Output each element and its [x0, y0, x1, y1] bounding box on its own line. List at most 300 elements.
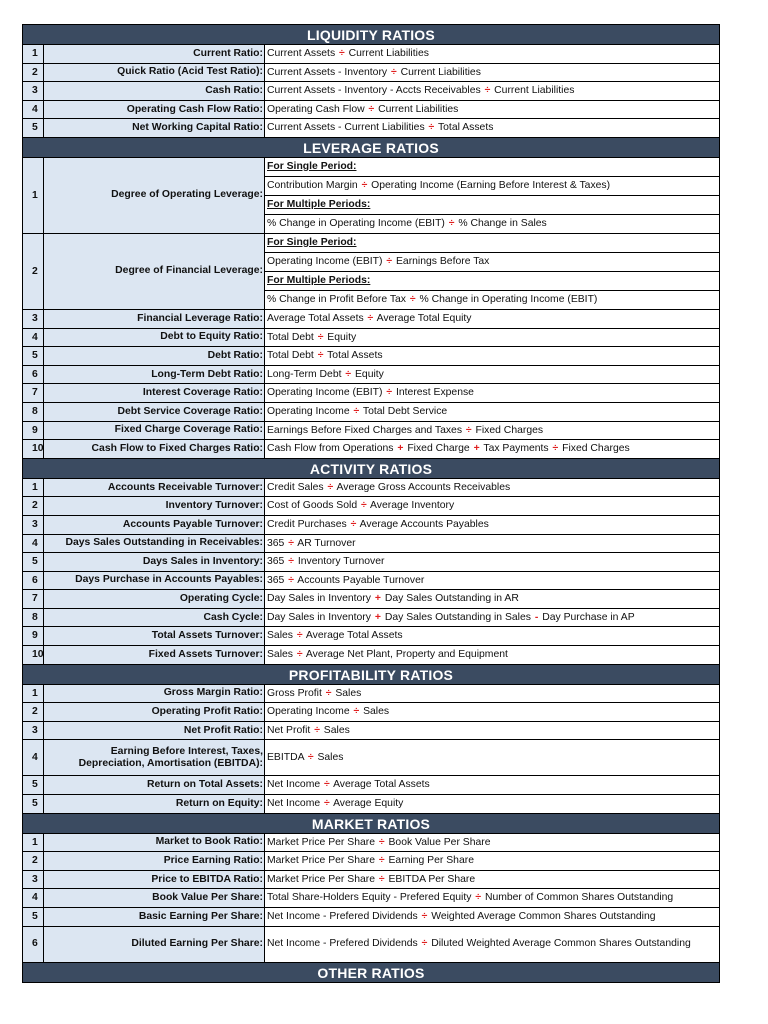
ratio-name — [44, 703, 265, 721]
formula-term: Earnings Before Fixed Charges and Taxes — [267, 424, 463, 436]
formula-term: Total Debt — [267, 331, 314, 343]
ratio-name-text: Cash Ratio: — [205, 84, 263, 96]
formula-cell — [265, 740, 719, 775]
row-number: 6 — [23, 927, 44, 962]
formula-term: Net Income — [267, 798, 321, 810]
formula-cell — [265, 479, 719, 497]
table-row — [22, 310, 720, 329]
operator-symbol: ÷ — [391, 66, 397, 78]
formula-term: Total Debt Service — [362, 405, 448, 417]
formula-text — [267, 443, 630, 454]
table-row — [22, 590, 720, 609]
operator-symbol: ÷ — [296, 649, 303, 661]
operator-symbol: ÷ — [421, 938, 428, 950]
ratio-name-text: Interest Coverage Ratio: — [142, 387, 263, 399]
formula-text — [267, 104, 458, 115]
ratio-name — [44, 795, 265, 813]
row-number: 6 — [23, 366, 44, 384]
formula-term: Current Assets — [267, 48, 336, 59]
formula-subheading — [265, 234, 719, 253]
table-row — [22, 703, 720, 722]
row-number: 1 — [23, 685, 44, 703]
section-header: PROFITABILITY RATIOS — [22, 665, 720, 685]
formula-term: Average Inventory — [370, 500, 455, 512]
row-number: 3 — [23, 516, 44, 534]
operator-symbol: ÷ — [448, 217, 455, 229]
formula-text — [267, 350, 383, 361]
formula-text — [267, 500, 454, 511]
operator-symbol: ÷ — [428, 122, 435, 134]
ratio-name-text: Basic Earning Per Share: — [138, 910, 263, 922]
ratio-name-text: Degree of Operating Leverage: — [111, 189, 263, 201]
operator-symbol: ÷ — [324, 798, 330, 810]
ratio-name-text: Inventory Turnover: — [165, 500, 263, 512]
ratio-name-text: Operating Profit Ratio: — [151, 706, 263, 718]
table-row — [22, 479, 720, 498]
formula-term: Credit Purchases — [267, 518, 347, 530]
row-number: 5 — [23, 795, 44, 813]
formula-cell — [265, 685, 719, 703]
ratio-name-text: Accounts Receivable Turnover: — [107, 481, 263, 493]
formula-cell — [265, 310, 719, 328]
formula-term: 365 — [267, 556, 285, 568]
operator-symbol: ÷ — [386, 387, 393, 399]
row-number: 4 — [23, 740, 44, 775]
period-heading: For Single Period: — [267, 160, 357, 172]
table-row — [22, 384, 720, 403]
formula-cell — [265, 703, 719, 721]
ratio-name — [44, 479, 265, 497]
formula-term: Fixed Charge — [407, 443, 470, 455]
operator-symbol: ÷ — [327, 481, 334, 493]
operator-symbol: ÷ — [339, 48, 345, 59]
ratio-name-text: Net Profit Ratio: — [183, 724, 263, 736]
formula-term: Total Share-Holders Equity - Prefered Equity — [267, 892, 472, 904]
formula-term: Sales — [267, 649, 293, 661]
formula-cell — [265, 553, 719, 571]
operator-symbol: ÷ — [421, 911, 428, 922]
formula-cell — [265, 795, 719, 813]
formula-cell — [265, 234, 719, 309]
formula-cell — [265, 535, 719, 553]
section-header: ACTIVITY RATIOS — [22, 459, 720, 479]
formula-term: Operating Cash Flow — [267, 103, 365, 115]
row-number: 3 — [23, 722, 44, 740]
formula-text — [267, 649, 508, 660]
formula-term: EBITDA — [267, 752, 304, 764]
table-row — [22, 553, 720, 572]
formula-term: Current Liabilities — [400, 66, 481, 78]
ratio-name — [44, 119, 265, 137]
ratio-name-text: Long-Term Debt Ratio: — [151, 368, 263, 380]
formula-term: Sales — [267, 630, 293, 642]
ratio-name — [44, 516, 265, 534]
formula-cell — [265, 64, 719, 82]
operator-symbol: ÷ — [288, 556, 294, 568]
formula-term: Diluted Weighted Average Common Shares Outstanding — [431, 938, 691, 950]
formula-term: Sales — [363, 706, 390, 718]
formula-term: Market Price Per Share — [267, 836, 375, 848]
row-number: 10 — [23, 440, 44, 458]
ratio-name-text: Fixed Assets Turnover: — [148, 648, 263, 660]
ratio-name-text: Diluted Earning Per Share: — [131, 938, 263, 950]
formula-text — [267, 519, 489, 530]
ratio-name-text: Price Earning Ratio: — [163, 855, 263, 867]
formula-term: Long-Term Debt — [267, 368, 342, 380]
table-row — [22, 366, 720, 385]
operator-symbol: ÷ — [409, 293, 416, 305]
operator-symbol: ÷ — [378, 873, 385, 885]
ratio-name-lines — [79, 746, 263, 770]
ratio-name — [44, 908, 265, 926]
row-number: 5 — [23, 908, 44, 926]
formula-term: Contribution Margin — [267, 179, 358, 191]
formula-text — [267, 122, 493, 133]
table-row — [22, 535, 720, 554]
ratio-name — [44, 590, 265, 608]
formula-term: Sales — [323, 724, 350, 736]
formula-term: Day Sales in Inventory — [267, 593, 371, 605]
formula-cell — [265, 366, 719, 384]
formula-cell — [265, 646, 719, 664]
formula-cell — [265, 889, 719, 907]
ratio-name-text: Days Purchase in Accounts Payables: — [75, 574, 263, 586]
formula-text — [267, 938, 691, 950]
ratio-name-text: Operating Cycle: — [179, 593, 263, 605]
table-row — [22, 889, 720, 908]
ratio-name-text: Book Value Per Share: — [152, 892, 263, 904]
table-row — [22, 572, 720, 591]
row-number: 1 — [23, 158, 44, 233]
formula-term: Average Accounts Payables — [359, 518, 489, 530]
formula-cell — [265, 422, 719, 440]
ratio-name-text: Return on Total Assets: — [146, 779, 263, 791]
ratio-name — [44, 646, 265, 664]
table-row — [22, 403, 720, 422]
row-number: 9 — [23, 422, 44, 440]
operator-symbol: ÷ — [288, 537, 294, 549]
ratio-name-text: Accounts Payable Turnover: — [122, 518, 263, 530]
ratio-name — [44, 347, 265, 365]
ratio-name-line: Earning Before Interest, Taxes, — [110, 745, 263, 757]
formula-term: Credit Sales — [267, 481, 324, 493]
operator-symbol: + — [397, 443, 404, 455]
ratio-name-text: Total Assets Turnover: — [151, 630, 263, 642]
ratio-name — [44, 384, 265, 402]
formula-cell — [265, 158, 719, 233]
ratio-name-text: Operating Cash Flow Ratio: — [126, 103, 263, 115]
table-row — [22, 871, 720, 890]
formula-text — [267, 575, 424, 586]
operator-symbol: ÷ — [296, 630, 303, 642]
ratio-name — [44, 366, 265, 384]
period-heading: For Multiple Periods: — [267, 198, 371, 210]
ratio-name-text: Gross Margin Ratio: — [163, 687, 263, 699]
formula-cell — [265, 927, 719, 962]
formula-cell — [265, 329, 719, 347]
formula-line — [265, 215, 719, 233]
table-row — [22, 440, 720, 459]
formula-term: Sales — [335, 687, 362, 699]
table-row — [22, 852, 720, 871]
table-row — [22, 119, 720, 138]
formula-line — [265, 177, 719, 196]
ratio-name — [44, 403, 265, 421]
formula-term: 365 — [267, 574, 285, 586]
formula-term: Fixed Charges — [562, 443, 630, 455]
row-number: 10 — [23, 646, 44, 664]
period-heading: For Multiple Periods: — [267, 274, 371, 286]
ratio-name — [44, 627, 265, 645]
formula-term: Average Total Equity — [376, 312, 472, 324]
formula-text — [267, 369, 384, 380]
table-row — [22, 347, 720, 366]
table-row — [22, 82, 720, 101]
ratio-name — [44, 572, 265, 590]
operator-symbol: - — [534, 611, 539, 623]
formula-text — [267, 556, 384, 567]
formula-cell — [265, 440, 719, 458]
ratio-name — [44, 329, 265, 347]
ratio-name-line: Depreciation, Amortisation (EBITDA): — [78, 757, 263, 769]
table-row — [22, 158, 720, 234]
formula-cell — [265, 871, 719, 889]
table-row — [22, 685, 720, 704]
ratio-name — [44, 852, 265, 870]
ratio-name — [44, 422, 265, 440]
formula-term: Cash Flow from Operations — [267, 443, 394, 455]
row-number: 5 — [23, 347, 44, 365]
formula-term: Market Price Per Share — [267, 855, 375, 867]
formula-term: Inventory Turnover — [297, 556, 385, 568]
formula-term: EBITDA Per Share — [388, 873, 476, 885]
formula-text — [267, 798, 403, 809]
ratio-name — [44, 871, 265, 889]
table-row — [22, 627, 720, 646]
formula-text — [267, 85, 574, 96]
formula-cell — [265, 497, 719, 515]
operator-symbol: ÷ — [325, 687, 332, 699]
formula-term: Operating Income (EBIT) — [267, 387, 383, 399]
formula-term: Operating Income (Earning Before Interest & Taxes) — [371, 179, 611, 191]
row-number: 4 — [23, 329, 44, 347]
operator-symbol: ÷ — [307, 752, 314, 764]
ratio-name — [44, 927, 265, 962]
row-number: 4 — [23, 535, 44, 553]
formula-text — [267, 688, 361, 699]
formula-term: Day Sales Outstanding in Sales — [384, 611, 531, 623]
row-number: 2 — [23, 703, 44, 721]
formula-text — [267, 779, 430, 790]
formula-text — [267, 874, 475, 885]
operator-symbol: ÷ — [353, 706, 360, 718]
formula-cell — [265, 609, 719, 627]
formula-term: Earning Per Share — [388, 855, 474, 867]
row-number: 2 — [23, 852, 44, 870]
formula-term: Current Liabilities — [378, 103, 459, 115]
formula-text — [267, 425, 543, 436]
formula-cell — [265, 572, 719, 590]
formula-text — [267, 593, 519, 604]
formula-term: Gross Profit — [267, 687, 322, 699]
formula-subheading — [265, 272, 719, 291]
row-number: 1 — [23, 834, 44, 852]
formula-term: Current Liabilities — [348, 48, 429, 59]
operator-symbol: ÷ — [345, 368, 352, 380]
ratio-name-text: Fixed Charge Coverage Ratio: — [114, 424, 263, 436]
ratio-name-text: Financial Leverage Ratio: — [137, 312, 263, 324]
table-row — [22, 497, 720, 516]
formula-line — [265, 253, 719, 272]
ratio-name — [44, 609, 265, 627]
formula-cell — [265, 908, 719, 926]
formula-text — [267, 48, 429, 59]
operator-symbol: ÷ — [386, 255, 393, 267]
formula-term: AR Turnover — [297, 537, 356, 549]
formula-term: Average Total Assets — [333, 779, 430, 791]
ratio-name-text: Return on Equity: — [175, 797, 263, 809]
table-row — [22, 101, 720, 120]
formula-term: Operating Income — [267, 706, 350, 718]
formula-text — [267, 892, 673, 903]
financial-ratios-table — [22, 24, 720, 983]
formula-text — [267, 612, 635, 623]
formula-term: Average Net Plant, Property and Equipment — [305, 649, 508, 661]
ratio-name — [44, 740, 265, 775]
formula-term: Operating Income (EBIT) — [267, 255, 383, 267]
formula-term: Net Profit — [267, 724, 311, 736]
row-number: 2 — [23, 497, 44, 515]
formula-text — [267, 538, 356, 549]
formula-cell — [265, 590, 719, 608]
formula-term: Current Liabilities — [494, 85, 575, 97]
row-number: 1 — [23, 479, 44, 497]
formula-text — [267, 725, 350, 736]
ratio-name — [44, 440, 265, 458]
formula-text — [267, 406, 447, 417]
ratio-name-text: Cash Cycle: — [203, 611, 263, 623]
formula-term: % Change in Profit Before Tax — [267, 293, 407, 305]
row-number: 3 — [23, 82, 44, 100]
row-number: 2 — [23, 234, 44, 309]
ratio-name-text: Days Sales Outstanding in Receivables: — [65, 537, 263, 549]
ratio-name — [44, 497, 265, 515]
formula-text — [267, 313, 472, 324]
operator-symbol: ÷ — [475, 892, 482, 904]
row-number: 7 — [23, 590, 44, 608]
formula-term: Average Total Assets — [305, 630, 403, 642]
row-number: 4 — [23, 889, 44, 907]
formula-cell — [265, 403, 719, 421]
ratio-name-text: Degree of Financial Leverage: — [115, 265, 263, 277]
table-row — [22, 776, 720, 795]
operator-symbol: ÷ — [378, 836, 385, 848]
formula-text — [267, 387, 474, 398]
formula-term: Interest Expense — [395, 387, 474, 399]
formula-term: Day Sales Outstanding in AR — [384, 593, 519, 605]
operator-symbol: ÷ — [324, 779, 330, 791]
formula-term: Net Income — [267, 779, 321, 791]
period-heading: For Single Period: — [267, 236, 357, 248]
table-row — [22, 64, 720, 83]
formula-term: Net Income - Prefered Dividends — [267, 938, 418, 950]
ratio-name-text: Days Sales in Inventory: — [142, 555, 263, 567]
operator-symbol: ÷ — [288, 574, 294, 586]
ratio-name — [44, 101, 265, 119]
ratio-name — [44, 776, 265, 794]
formula-cell — [265, 722, 719, 740]
formula-text — [267, 749, 343, 767]
operator-symbol: ÷ — [350, 518, 357, 530]
table-row — [22, 795, 720, 814]
formula-text — [267, 911, 656, 922]
operator-symbol: ÷ — [484, 85, 491, 97]
formula-term: Average Equity — [333, 798, 404, 810]
operator-symbol: ÷ — [353, 405, 360, 417]
formula-term: Cost of Goods Sold — [267, 500, 358, 512]
formula-term: Tax Payments — [483, 443, 549, 455]
section-header: OTHER RATIOS — [22, 963, 720, 983]
ratio-name-text: Quick Ratio (Acid Test Ratio): — [117, 66, 263, 78]
row-number: 5 — [23, 119, 44, 137]
formula-term: Operating Income — [267, 405, 350, 417]
operator-symbol: ÷ — [378, 855, 385, 867]
table-row — [22, 609, 720, 628]
operator-symbol: ÷ — [361, 179, 368, 191]
table-row — [22, 45, 720, 64]
table-row — [22, 740, 720, 776]
formula-term: Sales — [317, 752, 344, 764]
formula-cell — [265, 852, 719, 870]
formula-term: Current Assets - Current Liabilities — [267, 122, 425, 134]
formula-term: Current Assets - Inventory — [267, 66, 388, 78]
formula-term: Day Sales in Inventory — [267, 611, 371, 623]
table-row — [22, 834, 720, 853]
row-number: 7 — [23, 384, 44, 402]
ratio-name — [44, 834, 265, 852]
table-row — [22, 234, 720, 310]
ratio-name-text: Debt Service Coverage Ratio: — [117, 405, 263, 417]
ratio-name-text: Net Working Capital Ratio: — [132, 122, 263, 134]
formula-cell — [265, 101, 719, 119]
formula-cell — [265, 384, 719, 402]
operator-symbol: ÷ — [368, 103, 375, 115]
table-row — [22, 722, 720, 741]
formula-term: Equity — [354, 368, 384, 380]
formula-term: 365 — [267, 537, 285, 549]
row-number: 5 — [23, 553, 44, 571]
formula-term: Book Value Per Share — [388, 836, 491, 848]
table-row — [22, 646, 720, 665]
ratio-name — [44, 685, 265, 703]
formula-term: Average Gross Accounts Receivables — [336, 481, 511, 493]
formula-term: Market Price Per Share — [267, 873, 375, 885]
ratio-name-text: Price to EBITDA Ratio: — [151, 873, 263, 885]
formula-term: Day Purchase in AP — [542, 611, 635, 623]
formula-text — [267, 706, 389, 717]
formula-text — [267, 837, 491, 848]
formula-cell — [265, 627, 719, 645]
formula-term: Number of Common Shares Outstanding — [484, 892, 674, 904]
operator-symbol: + — [374, 611, 381, 623]
row-number: 9 — [23, 627, 44, 645]
section-header: LEVERAGE RATIOS — [22, 138, 720, 158]
formula-term: Earnings Before Tax — [395, 255, 490, 267]
operator-symbol: + — [473, 443, 480, 455]
ratio-name-text: Debt Ratio: — [207, 349, 263, 361]
table-row — [22, 329, 720, 348]
formula-term: Current Assets - Inventory - Accts Receivables — [267, 85, 481, 97]
